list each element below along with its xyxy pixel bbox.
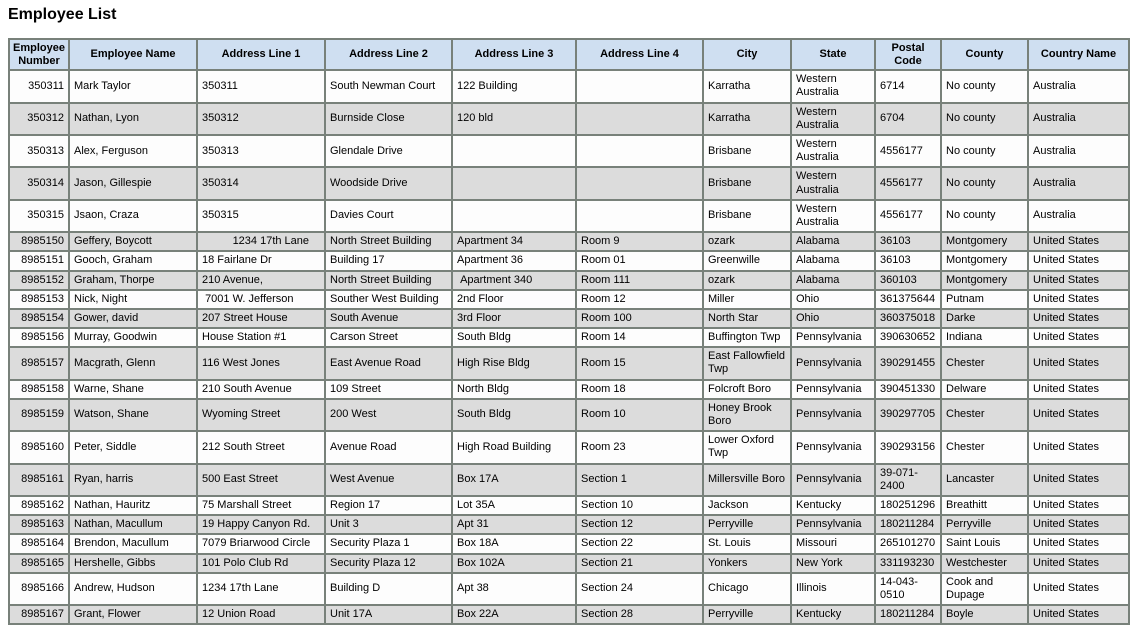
cell-postal-code: 390291455 — [876, 348, 940, 378]
cell-address-line-3 — [453, 201, 575, 231]
table-row — [10, 574, 1128, 604]
cell-address-line-3: High Road Building — [453, 432, 575, 462]
cell-employee-name: Hershelle, Gibbs — [70, 555, 196, 572]
cell-postal-code: 331193230 — [876, 555, 940, 572]
cell-address-line-1: 7001 W. Jefferson — [198, 291, 324, 308]
cell-city: North Star — [704, 310, 790, 327]
cell-address-line-2: Avenue Road — [326, 432, 451, 462]
cell-country-name: United States — [1029, 348, 1128, 378]
cell-address-line-1: 212 South Street — [198, 432, 324, 462]
cell-postal-code: 265101270 — [876, 535, 940, 552]
column-header-address-line-1: Address Line 1 — [198, 40, 324, 69]
cell-county: Cook and Dupage — [942, 574, 1027, 604]
cell-postal-code: 360103 — [876, 272, 940, 289]
cell-address-line-4: Room 10 — [577, 400, 702, 430]
cell-address-line-4: Room 01 — [577, 252, 702, 269]
column-header-country-name: Country Name — [1029, 40, 1128, 69]
cell-employee-name: Peter, Siddle — [70, 432, 196, 462]
cell-address-line-2: Unit 3 — [326, 516, 451, 533]
cell-address-line-1: 500 East Street — [198, 465, 324, 495]
employee-table — [8, 38, 1130, 625]
cell-state: Illinois — [792, 574, 874, 604]
cell-address-line-2: South Newman Court — [326, 71, 451, 101]
cell-state: Ohio — [792, 291, 874, 308]
cell-county: Montgomery — [942, 233, 1027, 250]
page-title: Employee List — [8, 6, 117, 23]
cell-county: Perryville — [942, 516, 1027, 533]
cell-postal-code: 39-071-2400 — [876, 465, 940, 495]
cell-address-line-3: South Bldg — [453, 329, 575, 346]
cell-address-line-2: Woodside Drive — [326, 168, 451, 198]
cell-address-line-3: 122 Building — [453, 71, 575, 101]
cell-postal-code: 4556177 — [876, 168, 940, 198]
cell-address-line-1: 75 Marshall Street — [198, 497, 324, 514]
cell-state: Pennsylvania — [792, 465, 874, 495]
cell-county: Chester — [942, 348, 1027, 378]
cell-employee-number: 350314 — [10, 168, 68, 198]
cell-employee-number: 8985150 — [10, 233, 68, 250]
cell-address-line-2: Security Plaza 1 — [326, 535, 451, 552]
column-header-employee-number: Employee Number — [10, 40, 68, 69]
cell-state: Alabama — [792, 252, 874, 269]
cell-postal-code: 180251296 — [876, 497, 940, 514]
cell-city: Millersville Boro — [704, 465, 790, 495]
cell-address-line-4: Section 22 — [577, 535, 702, 552]
table-row — [10, 535, 1128, 552]
column-header-employee-name: Employee Name — [70, 40, 196, 69]
cell-address-line-1: 7079 Briarwood Circle — [198, 535, 324, 552]
cell-address-line-4: Section 1 — [577, 465, 702, 495]
cell-county: Montgomery — [942, 252, 1027, 269]
cell-employee-name: Jsaon, Craza — [70, 201, 196, 231]
cell-address-line-4 — [577, 104, 702, 134]
cell-address-line-2: Security Plaza 12 — [326, 555, 451, 572]
cell-address-line-2: 200 West — [326, 400, 451, 430]
table-row — [10, 291, 1128, 308]
table-row — [10, 555, 1128, 572]
cell-address-line-4: Section 21 — [577, 555, 702, 572]
cell-state: Missouri — [792, 535, 874, 552]
cell-employee-name: Grant, Flower — [70, 606, 196, 623]
cell-employee-number: 8985157 — [10, 348, 68, 378]
cell-employee-name: Nathan, Macullum — [70, 516, 196, 533]
cell-employee-number: 8985164 — [10, 535, 68, 552]
cell-employee-number: 8985151 — [10, 252, 68, 269]
cell-county: Lancaster — [942, 465, 1027, 495]
cell-address-line-1: 350313 — [198, 136, 324, 166]
cell-address-line-4: Room 9 — [577, 233, 702, 250]
cell-city: Brisbane — [704, 168, 790, 198]
cell-address-line-3: High Rise Bldg — [453, 348, 575, 378]
cell-employee-name: Brendon, Macullum — [70, 535, 196, 552]
cell-address-line-3: Apartment 340 — [453, 272, 575, 289]
cell-postal-code: 6704 — [876, 104, 940, 134]
cell-address-line-4: Section 24 — [577, 574, 702, 604]
cell-state: Pennsylvania — [792, 432, 874, 462]
cell-address-line-3: 120 bld — [453, 104, 575, 134]
cell-address-line-3: 3rd Floor — [453, 310, 575, 327]
cell-employee-number: 8985153 — [10, 291, 68, 308]
cell-postal-code: 36103 — [876, 252, 940, 269]
cell-address-line-1: 210 Avenue, — [198, 272, 324, 289]
cell-address-line-2: Carson Street — [326, 329, 451, 346]
cell-city: St. Louis — [704, 535, 790, 552]
cell-address-line-4 — [577, 136, 702, 166]
cell-address-line-2: Burnside Close — [326, 104, 451, 134]
cell-county: No county — [942, 136, 1027, 166]
cell-city: ozark — [704, 272, 790, 289]
cell-postal-code: 361375644 — [876, 291, 940, 308]
cell-country-name: United States — [1029, 291, 1128, 308]
cell-address-line-2: Souther West Building — [326, 291, 451, 308]
cell-address-line-4: Room 14 — [577, 329, 702, 346]
cell-address-line-2: 109 Street — [326, 381, 451, 398]
cell-postal-code: 180211284 — [876, 516, 940, 533]
cell-county: No county — [942, 104, 1027, 134]
table-row — [10, 497, 1128, 514]
column-header-address-line-3: Address Line 3 — [453, 40, 575, 69]
cell-address-line-2: West Avenue — [326, 465, 451, 495]
cell-city: Karratha — [704, 71, 790, 101]
cell-country-name: Australia — [1029, 71, 1128, 101]
cell-city: ozark — [704, 233, 790, 250]
cell-employee-number: 8985158 — [10, 381, 68, 398]
cell-postal-code: 6714 — [876, 71, 940, 101]
cell-employee-number: 8985152 — [10, 272, 68, 289]
cell-address-line-2: North Street Building — [326, 272, 451, 289]
table-row — [10, 252, 1128, 269]
cell-employee-name: Mark Taylor — [70, 71, 196, 101]
cell-employee-name: Graham, Thorpe — [70, 272, 196, 289]
cell-country-name: United States — [1029, 606, 1128, 623]
table-row — [10, 168, 1128, 198]
cell-employee-number: 8985167 — [10, 606, 68, 623]
cell-state: Kentucky — [792, 606, 874, 623]
cell-city: Brisbane — [704, 201, 790, 231]
cell-address-line-4 — [577, 168, 702, 198]
cell-employee-number: 8985162 — [10, 497, 68, 514]
cell-employee-name: Nick, Night — [70, 291, 196, 308]
cell-address-line-4 — [577, 71, 702, 101]
cell-postal-code: 390297705 — [876, 400, 940, 430]
cell-address-line-1: House Station #1 — [198, 329, 324, 346]
cell-state: Pennsylvania — [792, 400, 874, 430]
cell-address-line-3: South Bldg — [453, 400, 575, 430]
cell-employee-number: 8985166 — [10, 574, 68, 604]
cell-employee-name: Nathan, Hauritz — [70, 497, 196, 514]
cell-city: Karratha — [704, 104, 790, 134]
cell-city: Miller — [704, 291, 790, 308]
cell-state: Western Australia — [792, 201, 874, 231]
cell-county: Delware — [942, 381, 1027, 398]
cell-county: Chester — [942, 432, 1027, 462]
cell-address-line-2: Davies Court — [326, 201, 451, 231]
cell-state: Ohio — [792, 310, 874, 327]
cell-postal-code: 390630652 — [876, 329, 940, 346]
cell-employee-name: Alex, Ferguson — [70, 136, 196, 166]
cell-state: Pennsylvania — [792, 329, 874, 346]
cell-city: Brisbane — [704, 136, 790, 166]
cell-address-line-1: 210 South Avenue — [198, 381, 324, 398]
cell-employee-name: Ryan, harris — [70, 465, 196, 495]
table-row — [10, 104, 1128, 134]
column-header-postal-code: Postal Code — [876, 40, 940, 69]
cell-address-line-4: Room 12 — [577, 291, 702, 308]
table-body — [10, 71, 1128, 623]
cell-country-name: United States — [1029, 381, 1128, 398]
cell-employee-name: Watson, Shane — [70, 400, 196, 430]
cell-employee-number: 8985156 — [10, 329, 68, 346]
cell-address-line-1: 350312 — [198, 104, 324, 134]
cell-address-line-1: 1234 17th Lane — [198, 574, 324, 604]
cell-employee-number: 8985159 — [10, 400, 68, 430]
cell-address-line-1: 101 Polo Club Rd — [198, 555, 324, 572]
cell-country-name: United States — [1029, 310, 1128, 327]
cell-address-line-3: Box 22A — [453, 606, 575, 623]
table-row — [10, 465, 1128, 495]
cell-address-line-3: Apt 31 — [453, 516, 575, 533]
cell-country-name: Australia — [1029, 136, 1128, 166]
table-row — [10, 516, 1128, 533]
cell-county: Chester — [942, 400, 1027, 430]
cell-address-line-2: Building D — [326, 574, 451, 604]
cell-city: Buffington Twp — [704, 329, 790, 346]
column-header-county: County — [942, 40, 1027, 69]
cell-country-name: United States — [1029, 252, 1128, 269]
cell-address-line-3: Box 102A — [453, 555, 575, 572]
cell-state: Alabama — [792, 233, 874, 250]
cell-employee-name: Warne, Shane — [70, 381, 196, 398]
cell-employee-number: 350312 — [10, 104, 68, 134]
cell-country-name: United States — [1029, 497, 1128, 514]
cell-employee-number: 350313 — [10, 136, 68, 166]
cell-county: Westchester — [942, 555, 1027, 572]
cell-employee-number: 8985160 — [10, 432, 68, 462]
cell-country-name: United States — [1029, 535, 1128, 552]
column-header-address-line-4: Address Line 4 — [577, 40, 702, 69]
table-row — [10, 272, 1128, 289]
cell-address-line-4: Room 15 — [577, 348, 702, 378]
cell-address-line-2: South Avenue — [326, 310, 451, 327]
cell-city: Yonkers — [704, 555, 790, 572]
cell-city: Folcroft Boro — [704, 381, 790, 398]
column-header-city: City — [704, 40, 790, 69]
cell-address-line-1: 116 West Jones — [198, 348, 324, 378]
cell-county: No county — [942, 168, 1027, 198]
cell-employee-number: 350315 — [10, 201, 68, 231]
cell-country-name: Australia — [1029, 104, 1128, 134]
cell-address-line-1: Wyoming Street — [198, 400, 324, 430]
cell-employee-name: Jason, Gillespie — [70, 168, 196, 198]
cell-country-name: United States — [1029, 329, 1128, 346]
cell-county: Saint Louis — [942, 535, 1027, 552]
cell-address-line-2: East Avenue Road — [326, 348, 451, 378]
cell-address-line-2: Unit 17A — [326, 606, 451, 623]
cell-country-name: United States — [1029, 465, 1128, 495]
cell-address-line-3: 2nd Floor — [453, 291, 575, 308]
cell-state: Western Australia — [792, 71, 874, 101]
table-row — [10, 348, 1128, 378]
cell-postal-code: 4556177 — [876, 201, 940, 231]
table-row — [10, 400, 1128, 430]
cell-address-line-4: Section 10 — [577, 497, 702, 514]
cell-address-line-2: Glendale Drive — [326, 136, 451, 166]
cell-postal-code: 390451330 — [876, 381, 940, 398]
cell-address-line-3: Apartment 34 — [453, 233, 575, 250]
cell-city: East Fallowfield Twp — [704, 348, 790, 378]
cell-country-name: United States — [1029, 516, 1128, 533]
cell-country-name: United States — [1029, 555, 1128, 572]
table-row — [10, 432, 1128, 462]
cell-employee-number: 8985165 — [10, 555, 68, 572]
cell-county: No county — [942, 71, 1027, 101]
cell-address-line-3: Box 17A — [453, 465, 575, 495]
cell-address-line-1: 12 Union Road — [198, 606, 324, 623]
cell-state: Western Australia — [792, 104, 874, 134]
cell-state: Western Australia — [792, 136, 874, 166]
table-row — [10, 71, 1128, 101]
cell-state: Pennsylvania — [792, 516, 874, 533]
cell-employee-name: Murray, Goodwin — [70, 329, 196, 346]
cell-address-line-4: Room 111 — [577, 272, 702, 289]
cell-employee-name: Andrew, Hudson — [70, 574, 196, 604]
cell-postal-code: 180211284 — [876, 606, 940, 623]
cell-county: Boyle — [942, 606, 1027, 623]
table-row — [10, 606, 1128, 623]
cell-employee-name: Geffery, Boycott — [70, 233, 196, 250]
cell-state: Pennsylvania — [792, 348, 874, 378]
cell-country-name: United States — [1029, 272, 1128, 289]
cell-address-line-4: Section 28 — [577, 606, 702, 623]
cell-address-line-4: Section 12 — [577, 516, 702, 533]
cell-state: Western Australia — [792, 168, 874, 198]
cell-country-name: United States — [1029, 432, 1128, 462]
cell-employee-name: Nathan, Lyon — [70, 104, 196, 134]
cell-state: Alabama — [792, 272, 874, 289]
cell-city: Jackson — [704, 497, 790, 514]
cell-postal-code: 14-043-0510 — [876, 574, 940, 604]
cell-employee-number: 8985163 — [10, 516, 68, 533]
cell-address-line-4: Room 18 — [577, 381, 702, 398]
cell-address-line-4 — [577, 201, 702, 231]
cell-address-line-3: Lot 35A — [453, 497, 575, 514]
cell-state: Pennsylvania — [792, 381, 874, 398]
cell-city: Perryville — [704, 516, 790, 533]
cell-employee-name: Gower, david — [70, 310, 196, 327]
cell-address-line-4: Room 100 — [577, 310, 702, 327]
cell-county: Indiana — [942, 329, 1027, 346]
cell-country-name: Australia — [1029, 168, 1128, 198]
cell-address-line-3: North Bldg — [453, 381, 575, 398]
column-header-state: State — [792, 40, 874, 69]
cell-address-line-3: Box 18A — [453, 535, 575, 552]
column-header-address-line-2: Address Line 2 — [326, 40, 451, 69]
cell-postal-code: 36103 — [876, 233, 940, 250]
cell-state: Kentucky — [792, 497, 874, 514]
table-row — [10, 381, 1128, 398]
table-row — [10, 233, 1128, 250]
cell-address-line-2: Region 17 — [326, 497, 451, 514]
cell-employee-number: 8985154 — [10, 310, 68, 327]
cell-address-line-1: 350314 — [198, 168, 324, 198]
table-row — [10, 201, 1128, 231]
cell-county: Montgomery — [942, 272, 1027, 289]
cell-country-name: United States — [1029, 233, 1128, 250]
cell-county: Putnam — [942, 291, 1027, 308]
cell-address-line-2: Building 17 — [326, 252, 451, 269]
cell-address-line-3: Apt 38 — [453, 574, 575, 604]
cell-address-line-1: 207 Street House — [198, 310, 324, 327]
cell-postal-code: 390293156 — [876, 432, 940, 462]
table-row — [10, 136, 1128, 166]
cell-city: Chicago — [704, 574, 790, 604]
cell-county: Darke — [942, 310, 1027, 327]
cell-postal-code: 4556177 — [876, 136, 940, 166]
cell-county: Breathitt — [942, 497, 1027, 514]
cell-address-line-1: 350311 — [198, 71, 324, 101]
cell-address-line-4: Room 23 — [577, 432, 702, 462]
cell-address-line-1: 1234 17th Lane — [198, 233, 324, 250]
cell-address-line-3 — [453, 168, 575, 198]
cell-city: Perryville — [704, 606, 790, 623]
table-row — [10, 310, 1128, 327]
table-header-row — [10, 40, 1128, 69]
cell-employee-number: 8985161 — [10, 465, 68, 495]
cell-address-line-3: Apartment 36 — [453, 252, 575, 269]
cell-address-line-1: 18 Fairlane Dr — [198, 252, 324, 269]
cell-employee-name: Macgrath, Glenn — [70, 348, 196, 378]
cell-city: Greenwille — [704, 252, 790, 269]
cell-address-line-1: 19 Happy Canyon Rd. — [198, 516, 324, 533]
cell-address-line-3 — [453, 136, 575, 166]
cell-state: New York — [792, 555, 874, 572]
cell-employee-name: Gooch, Graham — [70, 252, 196, 269]
cell-city: Honey Brook Boro — [704, 400, 790, 430]
table-row — [10, 329, 1128, 346]
cell-postal-code: 360375018 — [876, 310, 940, 327]
cell-address-line-2: North Street Building — [326, 233, 451, 250]
employee-report — [8, 38, 1130, 625]
cell-country-name: Australia — [1029, 201, 1128, 231]
cell-city: Lower Oxford Twp — [704, 432, 790, 462]
cell-employee-number: 350311 — [10, 71, 68, 101]
cell-country-name: United States — [1029, 400, 1128, 430]
cell-country-name: United States — [1029, 574, 1128, 604]
cell-address-line-1: 350315 — [198, 201, 324, 231]
cell-county: No county — [942, 201, 1027, 231]
